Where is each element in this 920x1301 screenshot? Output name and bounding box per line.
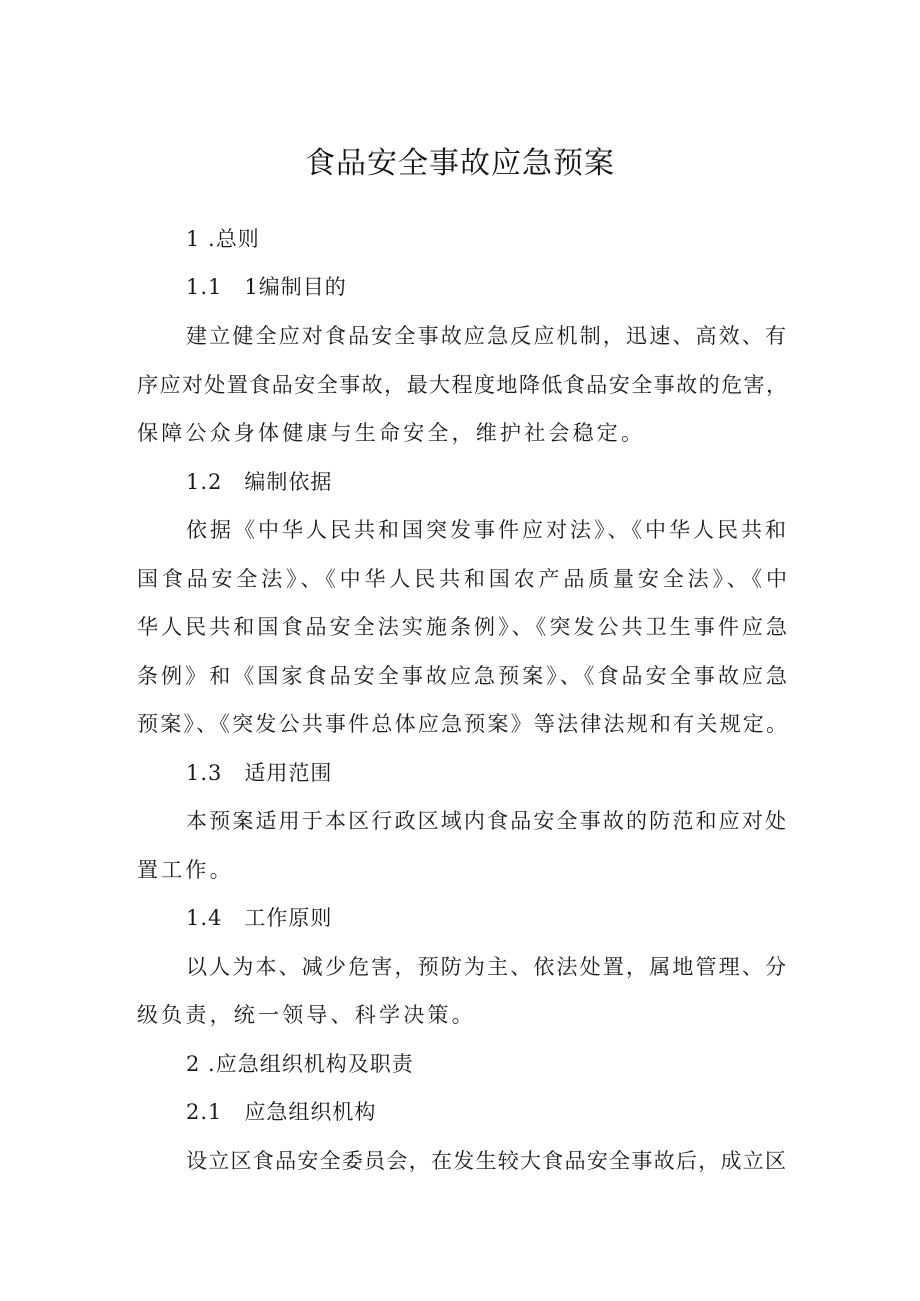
document-title: 食品安全事故应急预案 [305,146,615,181]
subsection-heading-1-2: 1.2 编制依据 [186,470,333,494]
paragraph-line: 设立区食品安全委员会，在发生较大食品安全事故后，成立区 [186,1149,786,1173]
paragraph-line: 建立健全应对食品安全事故应急反应机制，迅速、高效、有 [186,324,786,348]
paragraph-line: 本预案适用于本区行政区域内食品安全事故的防范和应对处 [186,809,786,833]
paragraph-line: 级负责，统一领导、科学决策。 [137,1003,476,1027]
paragraph-line: 保障公众身体健康与生命安全，维护社会稳定。 [137,421,646,445]
paragraph-line: 预案》、《突发公共事件总体应急预案》等法律法规和有关规定。 [137,712,787,736]
paragraph-line: 以人为本、减少危害，预防为主、依法处置，属地管理、分 [186,955,786,979]
paragraph-line: 华人民共和国食品安全法实施条例》、《突发公共卫生事件应急 [137,615,787,639]
subsection-heading-1-1: 1.1 1编制目的 [186,275,347,299]
paragraph-line: 置工作。 [137,858,234,882]
section-heading-2: 2 .应急组织机构及职责 [186,1052,414,1076]
paragraph-line: 国食品安全法》、《中华人民共和国农产品质量安全法》、《中 [137,567,787,591]
subsection-heading-2-1: 2.1 应急组织机构 [186,1100,377,1124]
subsection-heading-1-3: 1.3 适用范围 [186,761,333,785]
subsection-heading-1-4: 1.4 工作原则 [186,906,333,930]
section-heading-1: 1 .总则 [186,227,260,251]
paragraph-line: 条例》和《国家食品安全事故应急预案》、《食品安全事故应急 [137,664,787,688]
paragraph-line: 序应对处置食品安全事故，最大程度地降低食品安全事故的危害， [137,373,787,397]
paragraph-line: 依据《中华人民共和国突发事件应对法》、《中华人民共和 [186,518,786,542]
